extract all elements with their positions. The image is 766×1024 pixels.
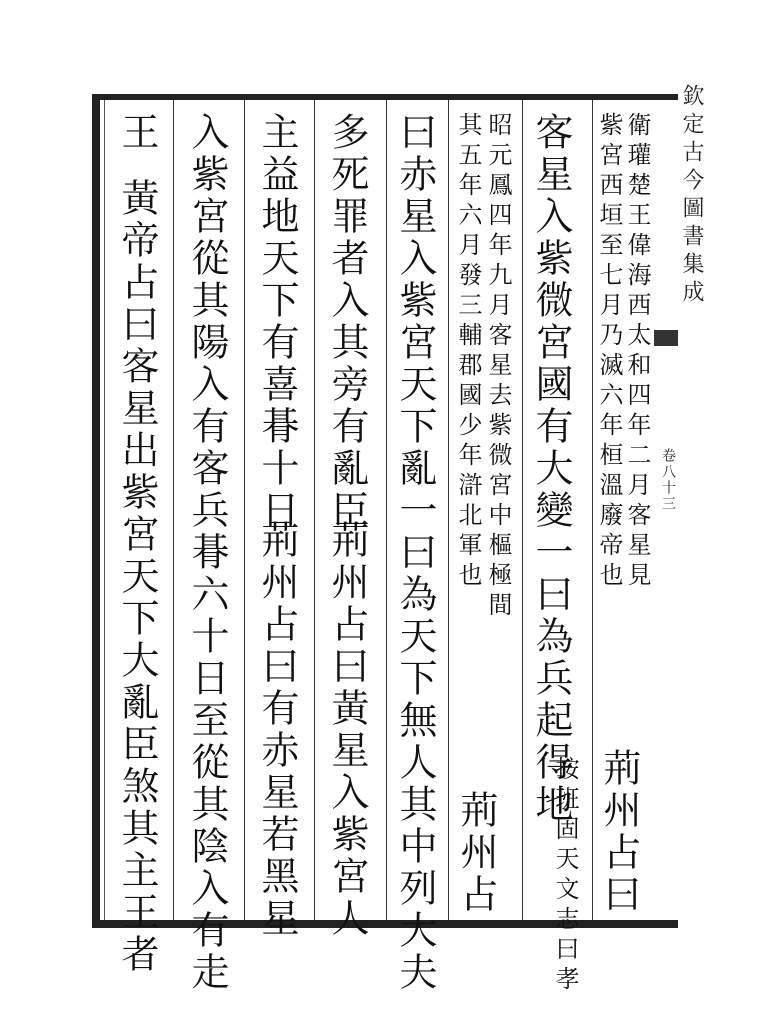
column-divider: [314, 100, 315, 920]
text-column: 衛瓘楚王偉海西太和四年二月客星見: [623, 112, 651, 592]
text-column: 荊州占曰: [597, 748, 641, 916]
text-column: 王: [115, 112, 159, 154]
text-column: 荊州占: [454, 790, 498, 916]
text-column: 主益地天下有喜朞十日: [255, 112, 299, 532]
text-column: 曰赤星入紫宮天下亂一曰為天下無人其中列大夫: [393, 112, 437, 994]
column-divider: [448, 100, 449, 920]
text-column: 荊州占曰黃星入紫宮人: [325, 520, 369, 940]
text-column-note: 按班固天文志曰孝: [551, 756, 579, 996]
column-divider: [173, 100, 174, 920]
frame-top-border: [92, 94, 678, 100]
juan-number: 卷八十三: [660, 448, 676, 512]
column-divider: [244, 100, 245, 920]
frame-bottom-border: [92, 920, 678, 928]
text-column: 黃帝占曰客星出紫宮天下大亂臣煞其主王者: [115, 178, 159, 976]
text-column: 荊州占曰有赤星若黑星: [255, 520, 299, 940]
text-column: 昭元鳳四年九月客星去紫微宮中樞極間: [484, 112, 512, 622]
column-divider: [592, 100, 593, 920]
column-divider: [522, 100, 523, 920]
fish-tail-mark: [654, 330, 678, 346]
column-divider: [386, 100, 387, 920]
text-column: 紫宮西垣至七月乃滅六年桓溫廢帝也: [595, 112, 623, 592]
book-title: 欽定古今圖書集成: [679, 84, 704, 308]
text-column: 客星入紫微宮國有大變一曰為兵起得地: [529, 112, 573, 826]
frame-left-border: [92, 94, 100, 926]
text-column: 其五年六月發三輔郡國少年滸北軍也: [454, 112, 482, 592]
frame-inner-line: [104, 100, 105, 920]
text-column: 入紫宮從其陽入有客兵朞六十日至從其陰入有走: [185, 112, 229, 994]
text-column: 多死罪者入其旁有亂臣: [325, 112, 369, 532]
